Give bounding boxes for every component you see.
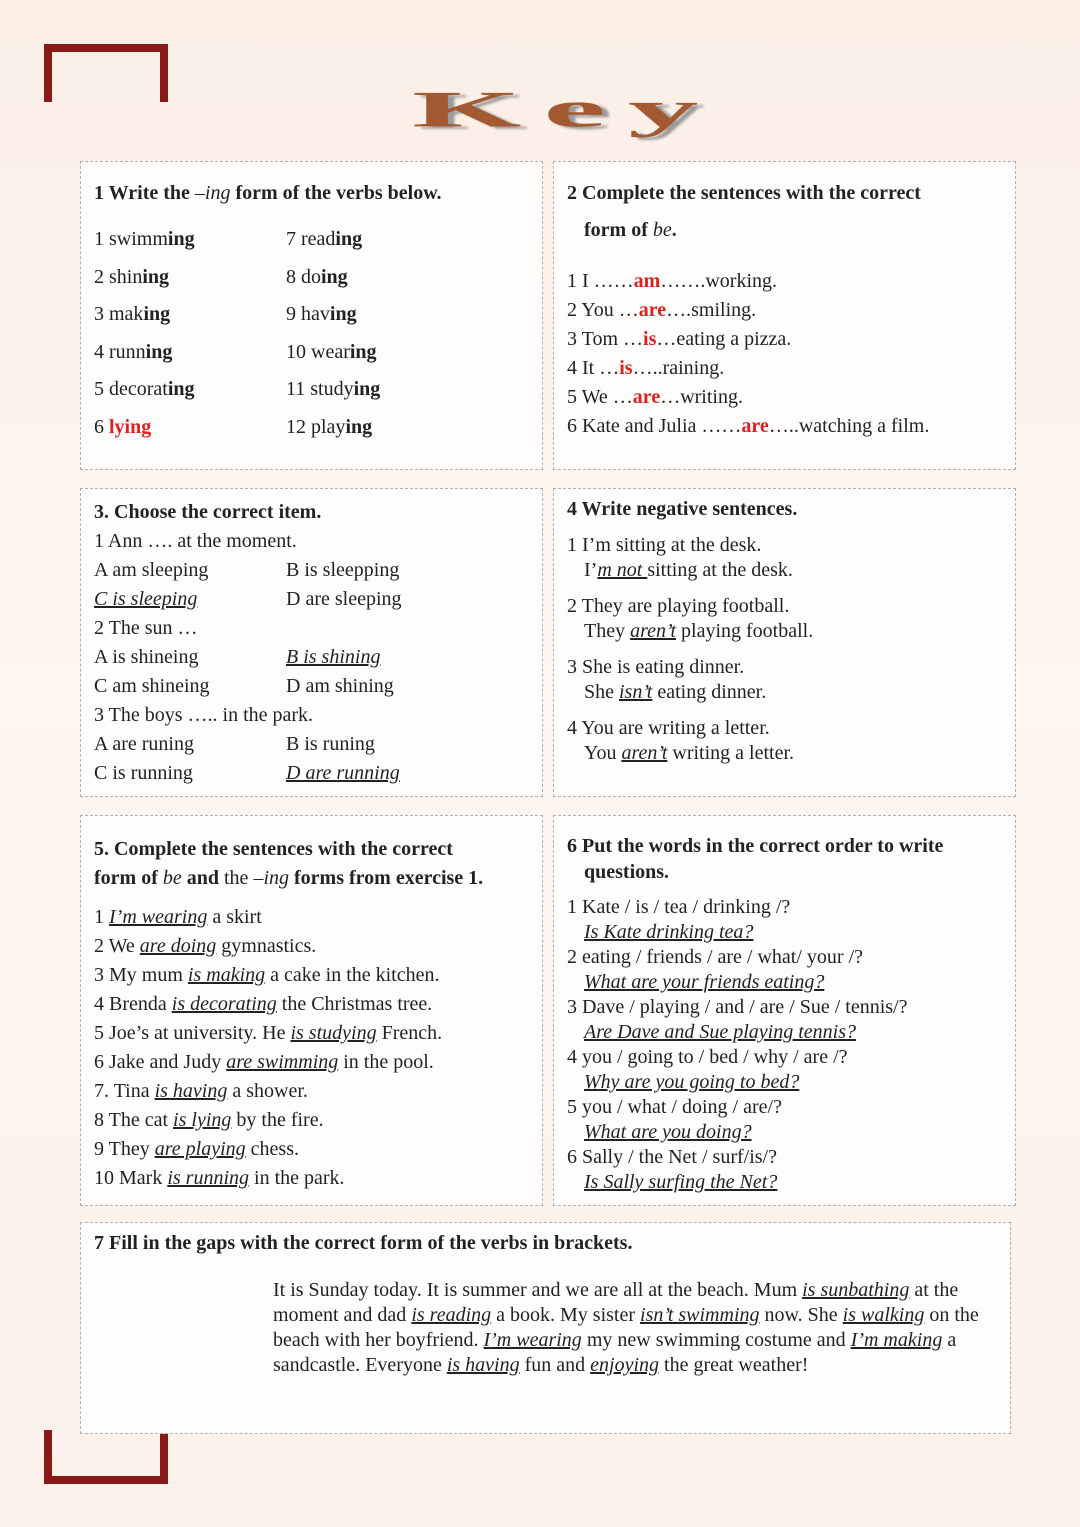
ex1-item (94, 228, 195, 251)
gap-answer: is walking (842, 1304, 925, 1326)
item-text: chess. (245, 1138, 299, 1160)
ex6-answer: Why are you going to bed? (584, 1071, 800, 1093)
item-stem: wear (311, 340, 350, 363)
exercise-2-heading-line2 (584, 219, 677, 242)
heading-part: form of (94, 867, 163, 889)
ex3-question-2: 2 The sun … (94, 617, 198, 639)
ex3-question-3: 3 The boys ….. in the park. (94, 704, 314, 726)
ex1-item (286, 416, 372, 439)
item-answer: is running (167, 1167, 250, 1189)
answer-text: writing a letter. (667, 742, 795, 764)
ex4-sentence: 3 She is eating dinner. (567, 656, 745, 678)
ex4-sentence: 4 You are writing a letter. (567, 717, 770, 739)
item-text: a skirt (207, 906, 262, 928)
item-answer: is decorating (171, 993, 277, 1015)
item-text: …eating a pizza. (656, 328, 792, 350)
answer-text: sitting at the desk. (647, 559, 793, 581)
paragraph-text: now. She (759, 1304, 843, 1326)
ex4-answer (584, 681, 766, 704)
gap-answer: is having (446, 1354, 520, 1376)
paragraph-text: at the moment and dad (273, 1279, 959, 1326)
answer-text: She (584, 681, 619, 703)
ex5-item (94, 964, 440, 987)
exercise-3-heading: 3. Choose the correct item. (94, 501, 322, 523)
item-answer: is (619, 357, 633, 379)
ex3-q3-option-b: B is runing (286, 733, 375, 755)
gap-answer: isn’t swimming (640, 1304, 760, 1326)
exercise-2-box (553, 161, 1016, 470)
heading-part: forms from exercise 1. (289, 867, 484, 889)
ex5-item (94, 1080, 308, 1103)
item-number: 11 (286, 378, 311, 400)
item-text: 1 (94, 906, 109, 928)
item-number: 1 (94, 228, 109, 250)
item-text: in the park. (249, 1167, 345, 1189)
item-text: in the pool. (338, 1051, 434, 1073)
item-ending: ing (167, 378, 195, 400)
heading-part: and (181, 867, 224, 889)
exercise-2-heading-line1: 2 Complete the sentences with the correct (567, 182, 921, 204)
item-text: 10 Mark (94, 1167, 168, 1189)
paragraph-text: a book. My sister (491, 1304, 641, 1326)
item-text: French. (376, 1022, 443, 1044)
ex1-item (94, 416, 151, 439)
item-text: 3 My mum (94, 964, 188, 986)
paragraph-text: It is Sunday today. It is summer and we are all at the beach. Mum (273, 1279, 803, 1301)
item-answer: are swimming (226, 1051, 339, 1073)
ex2-item (567, 299, 756, 322)
ex3-q2-option-a: A is shineing (94, 646, 199, 668)
item-ending: ing (142, 265, 170, 288)
answer-text: I’ (584, 559, 598, 581)
heading-part: be (652, 219, 672, 241)
heading-part: be (162, 867, 182, 889)
item-ending: ing (167, 228, 195, 250)
heading-part: form of the verbs below. (230, 182, 442, 204)
ex1-item (94, 303, 170, 326)
gap-answer: I’m making (850, 1329, 943, 1351)
ex4-answer (584, 620, 813, 643)
exercise-5-box (80, 815, 543, 1206)
paragraph-text: my new swimming costume and (581, 1329, 851, 1351)
ex6-question: 1 Kate / is / tea / drinking /? (567, 896, 791, 918)
ex6-question: 5 you / what / doing / are/? (567, 1096, 782, 1118)
item-text: gymnastics. (216, 935, 317, 957)
item-text: 4 It … (567, 357, 620, 379)
ex6-question: 6 Sally / the Net / surf/is/? (567, 1146, 777, 1168)
exercise-7-paragraph (273, 1278, 1003, 1378)
answer-text: playing football. (676, 620, 814, 642)
ex6-answer: What are your friends eating? (584, 971, 825, 993)
ex6-question: 4 you / going to / bed / why / are /? (567, 1046, 848, 1068)
item-answer: are doing (139, 935, 217, 957)
ex1-item (94, 378, 195, 401)
item-text: a shower. (227, 1080, 308, 1102)
gap-answer: enjoying (590, 1354, 660, 1376)
item-stem: shin (109, 265, 143, 288)
item-stem: hav (301, 303, 330, 325)
ex1-item (286, 341, 377, 364)
item-text: the Christmas tree. (276, 993, 433, 1015)
answer-negative: aren’t (621, 742, 668, 764)
ex4-sentence: 2 They are playing football. (567, 595, 790, 617)
ex3-q1-option-c-answer: C is sleeping (94, 588, 198, 610)
item-number: 8 (286, 265, 301, 288)
corner-bracket-top-left (44, 44, 168, 102)
item-text: …….working. (660, 270, 778, 292)
heading-part: . (671, 219, 677, 241)
item-number: 2 (94, 265, 109, 288)
exercise-4-heading: 4 Write negative sentences. (567, 498, 798, 520)
ex4-answer (584, 742, 794, 765)
answer-text: eating dinner. (652, 681, 767, 703)
ex3-q1-option-d: D are sleeping (286, 588, 402, 610)
item-text: 8 The cat (94, 1109, 174, 1131)
answer-negative: isn’t (619, 681, 653, 703)
answer-negative: aren’t (630, 620, 677, 642)
item-text: 2 You … (567, 299, 639, 321)
item-number: 3 (94, 303, 109, 325)
heading-part: –ing (253, 867, 289, 889)
item-text: 1 I …… (567, 270, 634, 292)
ex5-item (94, 935, 316, 958)
ex5-item (94, 906, 262, 929)
item-text: 4 Brenda (94, 993, 172, 1015)
ex6-question: 3 Dave / playing / and / are / Sue / tennis/? (567, 996, 908, 1018)
exercise-6-heading-line1: 6 Put the words in the correct order to write (567, 835, 944, 857)
item-text: 9 They (94, 1138, 155, 1160)
item-stem: decorat (109, 378, 168, 400)
item-text: 7. Tina (94, 1080, 155, 1102)
item-number: 12 (286, 415, 311, 438)
item-number: 9 (286, 303, 301, 325)
ex3-q3-option-c: C is running (94, 762, 193, 784)
exercise-7-box (80, 1222, 1011, 1434)
item-answer: am (633, 270, 661, 292)
paragraph-text: the great weather! (659, 1354, 809, 1376)
ex3-q2-option-d: D am shining (286, 675, 394, 697)
item-answer: is studying (290, 1022, 377, 1044)
ex5-item (94, 1109, 324, 1132)
item-answer: are (638, 299, 667, 321)
corner-bracket-bottom-left (44, 1430, 168, 1484)
item-text: …writing. (660, 386, 743, 408)
item-ending: ing (353, 378, 381, 400)
heading-part: the (224, 867, 254, 889)
item-text: 2 We (94, 935, 140, 957)
item-stem: runn (109, 340, 146, 363)
ex2-item (567, 328, 791, 351)
exercise-5-heading-line1: 5. Complete the sentences with the correct (94, 838, 453, 860)
item-stem: swimm (109, 228, 168, 250)
answer-text: You (584, 742, 622, 764)
ex6-answer: What are you doing? (584, 1121, 752, 1143)
ex2-item (567, 415, 929, 438)
item-answer: is making (187, 964, 266, 986)
ex3-q2-option-c: C am shineing (94, 675, 210, 697)
paragraph-text: fun and (519, 1354, 591, 1376)
ex3-q2-option-b-answer: B is shining (286, 646, 381, 668)
ex2-item (567, 270, 777, 293)
item-ending: ing (321, 265, 348, 288)
item-ending: lying (109, 415, 152, 438)
item-stem: play (311, 415, 346, 438)
paragraph-text: on the beach with her boyfriend. (273, 1304, 979, 1351)
item-text: …..raining. (632, 357, 725, 379)
item-stem: do (301, 265, 321, 288)
ex1-item (286, 266, 348, 289)
gap-answer: is sunbathing (802, 1279, 910, 1301)
exercise-4-box (553, 488, 1016, 797)
item-stem: study (310, 378, 354, 400)
ex5-item (94, 1022, 442, 1045)
item-text: a cake in the kitchen. (265, 964, 440, 986)
ex3-q3-option-d-answer: D are running (286, 762, 400, 784)
ex2-item (567, 386, 743, 409)
item-ending: ing (345, 415, 373, 438)
heading-part: 1 Write the (94, 182, 195, 204)
ex1-item (286, 378, 380, 401)
ex1-item (286, 228, 362, 251)
exercise-7-heading: 7 Fill in the gaps with the correct form of the verbs in brackets. (94, 1232, 633, 1254)
item-number: 4 (94, 340, 109, 363)
item-text: 3 Tom … (567, 328, 644, 350)
ex3-question-1: 1 Ann …. at the moment. (94, 530, 297, 552)
paragraph-text: a sandcastle. Everyone (273, 1329, 957, 1376)
item-stem: mak (109, 303, 144, 325)
gap-answer: is reading (411, 1304, 492, 1326)
exercise-3-box (80, 488, 543, 797)
ex6-answer: Are Dave and Sue playing tennis? (584, 1021, 856, 1043)
item-ending: ing (143, 303, 171, 325)
ex3-q1-option-b: B is sleepping (286, 559, 400, 581)
exercise-1-box (80, 161, 543, 470)
item-answer: is lying (173, 1109, 232, 1131)
ex5-item (94, 1167, 345, 1190)
item-text: by the fire. (231, 1109, 324, 1131)
item-number: 7 (286, 228, 301, 250)
ex1-item (94, 341, 172, 364)
item-ending: ing (329, 303, 357, 325)
ex5-item (94, 1051, 434, 1074)
exercise-6-heading-line2: questions. (584, 861, 670, 883)
answer-text: They (584, 620, 631, 642)
ex1-item (286, 303, 357, 326)
page-title: Key (412, 80, 721, 138)
item-text: …..watching a film. (768, 415, 930, 437)
item-answer: are (741, 415, 769, 437)
gap-answer: I’m wearing (483, 1329, 582, 1351)
item-ending: ing (335, 228, 363, 250)
item-answer: is (643, 328, 657, 350)
item-answer: I’m wearing (109, 906, 208, 928)
item-stem: read (301, 228, 336, 250)
answer-negative: m not (597, 559, 648, 581)
item-answer: is having (154, 1080, 228, 1102)
ex6-answer: Is Sally surfing the Net? (584, 1171, 778, 1193)
item-text: 6 Jake and Judy (94, 1051, 227, 1073)
exercise-1-heading (94, 182, 442, 205)
ex4-sentence: 1 I’m sitting at the desk. (567, 534, 762, 556)
item-answer: are (632, 386, 661, 408)
ex3-q1-option-a: A am sleeping (94, 559, 209, 581)
item-number: 6 (94, 415, 109, 438)
ex1-item (94, 266, 169, 289)
ex5-item (94, 1138, 299, 1161)
ex2-item (567, 357, 724, 380)
ex4-answer (584, 559, 793, 582)
exercise-6-box (553, 815, 1016, 1206)
exercise-5-heading-line2 (94, 867, 483, 890)
ex6-answer: Is Kate drinking tea? (584, 921, 754, 943)
item-text: 6 Kate and Julia …… (567, 415, 742, 437)
item-text: 5 Joe’s at university. He (94, 1022, 291, 1044)
item-text: ….smiling. (666, 299, 757, 321)
item-ending: ing (145, 340, 173, 363)
heading-part: –ing (194, 182, 231, 204)
ex5-item (94, 993, 432, 1016)
ex3-q3-option-a: A are runing (94, 733, 194, 755)
item-text: 5 We … (567, 386, 633, 408)
ex6-question: 2 eating / friends / are / what/ your /? (567, 946, 864, 968)
item-answer: are playing (154, 1138, 246, 1160)
item-ending: ing (349, 340, 377, 363)
heading-part: form of (584, 219, 653, 241)
item-number: 10 (286, 340, 311, 363)
item-number: 5 (94, 378, 109, 400)
